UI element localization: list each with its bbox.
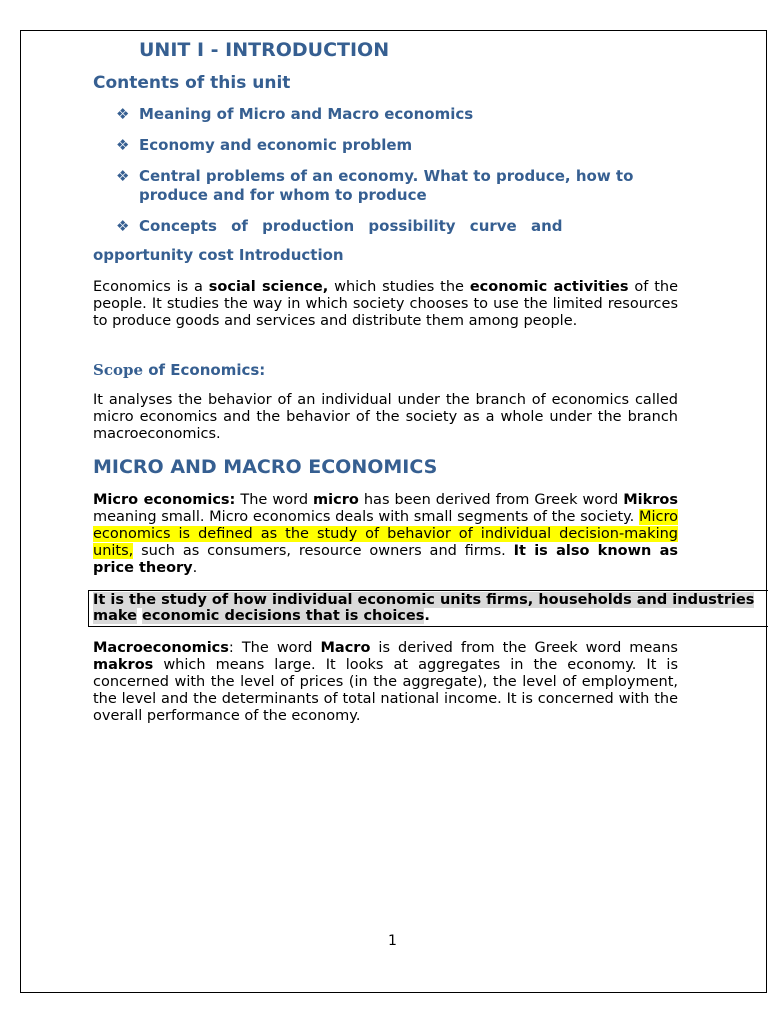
bold-run: Micro economics: (93, 492, 236, 508)
bold-run: Mikros (623, 492, 679, 508)
list-item-text: Meaning of Micro and Macro economics (139, 105, 474, 123)
bold-run: makros (93, 657, 154, 673)
micro-paragraph (93, 492, 678, 577)
contents-list (116, 105, 686, 248)
shaded-run: It is the study of how individual economic units firms, households and industries make (93, 592, 755, 624)
list-item-text: Concepts of production possibility curve and (139, 217, 563, 235)
page-number: 1 (388, 933, 397, 949)
text-run: . (192, 560, 198, 576)
scope-paragraph: It analyses the behavior of an individual under the branch of economics called micro economics and the behavior of the society as a whole under the branch macroeconomics. (93, 392, 678, 442)
diamond-bullet-icon: ❖ (116, 167, 130, 185)
bold-run: Macroeconomics (93, 640, 229, 656)
text-run: meaning small. Micro economics deals with small segments of the society. (93, 509, 639, 525)
contents-title: Contents of this unit (93, 73, 291, 93)
diamond-bullet-icon: ❖ (116, 136, 130, 154)
scope-rest: of Economics: (143, 361, 266, 379)
list-item (116, 167, 686, 205)
diamond-bullet-icon: ❖ (116, 105, 130, 123)
text-run: such as consumers, resource owners and firms. (133, 543, 514, 559)
text-run: . (424, 608, 430, 624)
bold-run: micro (313, 492, 359, 508)
intro-paragraph (93, 279, 678, 330)
text-run: Economics is a (93, 279, 209, 295)
section-heading: MICRO AND MACRO ECONOMICS (93, 456, 438, 478)
list-item (116, 136, 686, 155)
scope-heading (93, 361, 265, 379)
text-run: has been derived from Greek word (358, 492, 624, 508)
bold-run: Macro (320, 640, 371, 656)
macro-paragraph (93, 640, 678, 725)
text-run: The word (235, 492, 314, 508)
text-run: which studies the (328, 279, 470, 295)
diamond-bullet-icon: ❖ (116, 217, 130, 235)
bold-run: social science, (208, 279, 329, 295)
bold-run: economic activities (469, 279, 629, 295)
text-run: of the people. It studies the way in which society chooses to use the limited resources to produce goods and services and distribute them among people. (93, 279, 678, 329)
shaded-run: economic decisions that is choices (142, 608, 425, 624)
text-run: is derived from the Greek word means (370, 640, 678, 656)
list-item-text: Central problems of an economy. What to produce, how to produce and for whom to produce (139, 167, 634, 204)
highlighted-definition: Micro economics is defined as the study of behavior of individual decision-making units, (93, 509, 678, 559)
opportunity-heading: opportunity cost Introduction (93, 246, 344, 264)
unit-title: UNIT I - INTRODUCTION (139, 39, 390, 61)
text-run: : The word (228, 640, 321, 656)
bold-run: It is also known as price theory (93, 543, 679, 576)
text-run: which means large. It looks at aggregates in the economy. It is concerned with the level of prices (in the aggregate), the level of employment, the level and the determinants of total national income. It is concerned with the overall performance of the economy. (93, 657, 678, 724)
list-item-text: Economy and economic problem (139, 136, 413, 154)
list-item (116, 105, 686, 124)
scope-word: Scope (93, 361, 144, 379)
boxed-definition (88, 590, 768, 627)
list-item (116, 217, 686, 236)
